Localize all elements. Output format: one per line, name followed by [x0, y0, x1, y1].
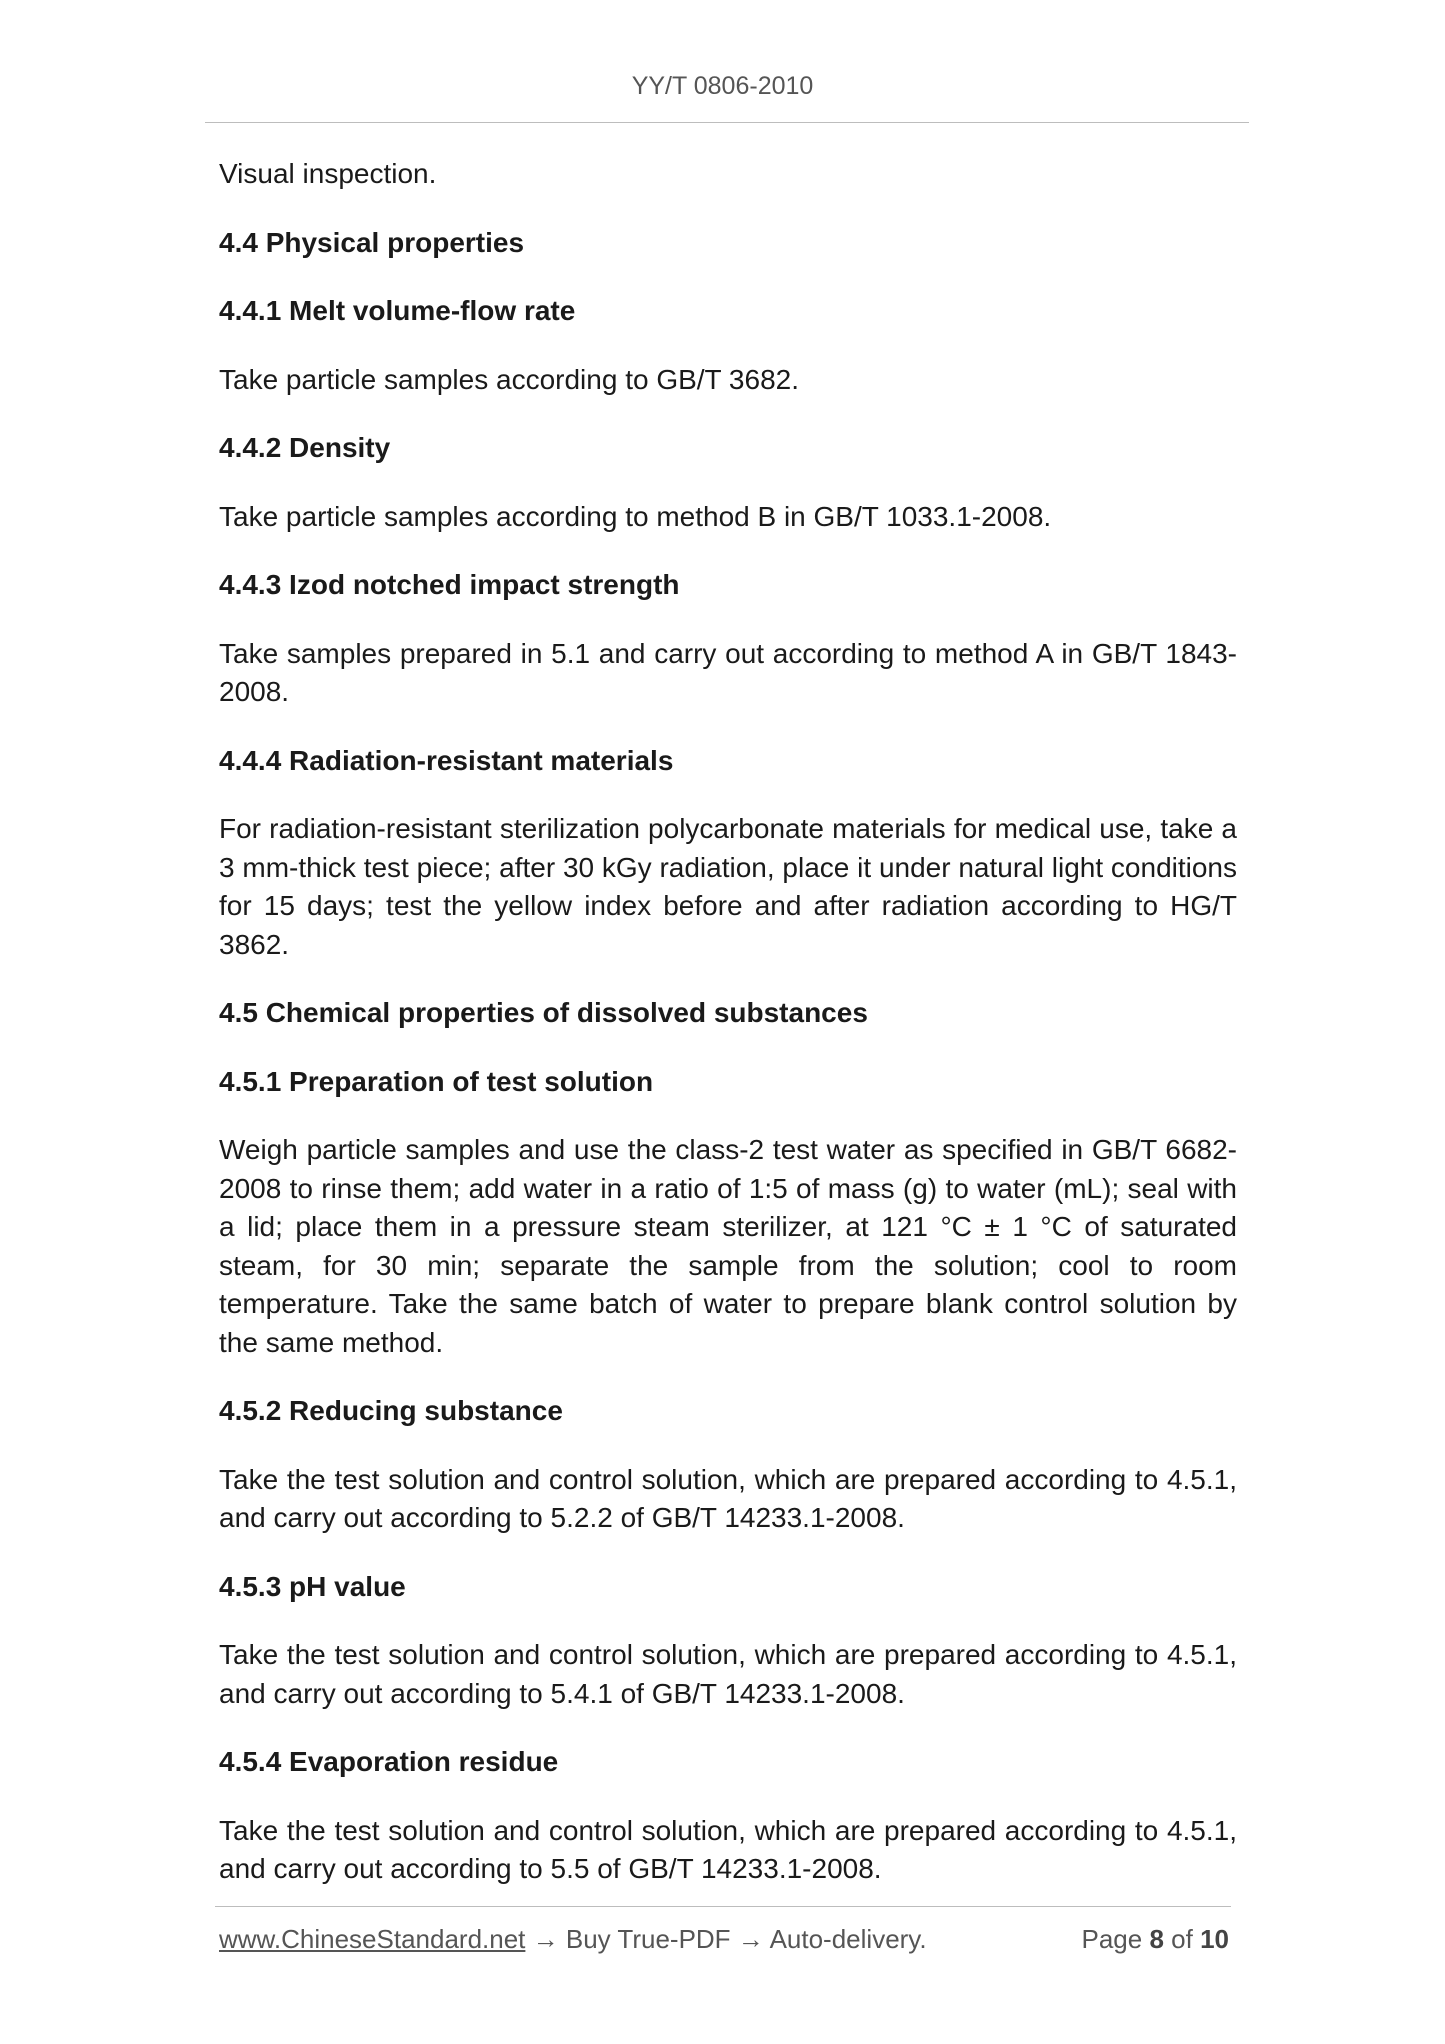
- page-current: 8: [1149, 1924, 1164, 1954]
- paragraph: Take the test solution and control solution, which are prepared according to 4.5.1, and carry out according to 5.4.1 of GB/T 14233.1-2008.: [219, 1639, 1237, 1709]
- header-divider: [205, 122, 1249, 123]
- section-heading: 4.5.1 Preparation of test solution: [219, 1065, 654, 1097]
- section-heading: 4.4.2 Density: [219, 432, 391, 463]
- paragraph: Take samples prepared in 5.1 and carry out according to method A in GB/T 1843-2008.: [219, 637, 1237, 707]
- paragraph: Take particle samples according to GB/T 3682.: [219, 363, 800, 395]
- section-heading: 4.5.4 Evaporation residue: [219, 1746, 559, 1777]
- section-heading: 4.4.3 Izod notched impact strength: [219, 569, 680, 600]
- section-heading: 4.4.1 Melt volume-flow rate: [219, 295, 576, 326]
- page-number: [1081, 1924, 1229, 1955]
- section-heading: 4.4 Physical properties: [219, 226, 525, 258]
- section-heading: 4.5.2 Reducing substance: [219, 1395, 563, 1426]
- paragraph: Take the test solution and control solution, which are prepared according to 4.5.1, and carry out according to 5.2.2 of GB/T 14233.1-2008.: [219, 1463, 1237, 1533]
- page-label: Page: [1081, 1924, 1143, 1954]
- section-heading: 4.4.4 Radiation-resistant materials: [219, 744, 674, 776]
- website-link[interactable]: www.ChineseStandard.net: [219, 1924, 526, 1954]
- paragraph: Weigh particle samples and use the class-2 test water as specified in GB/T 6682-2008 to rinse them; add water in a ratio of 1:5 of mass (g) to water (mL); seal with a lid; place them in a pressure steam sterilizer, at 121 °C ± 1 °C of saturated steam, for 30 min; separate the sample from the solution; cool to room temperature. Take the same batch of water to prepare blank control solution by the same method.: [219, 1134, 1237, 1358]
- paragraph: Visual inspection.: [219, 158, 437, 189]
- paragraph: Take particle samples according to method B in GB/T 1033.1-2008.: [219, 500, 1052, 532]
- document-body: [219, 155, 1237, 1919]
- paragraph: Take the test solution and control solution, which are prepared according to 4.5.1, and carry out according to 5.5 of GB/T 14233.1-2008.: [219, 1814, 1237, 1884]
- page-of: of: [1171, 1924, 1193, 1954]
- footer-tagline: → Buy True-PDF → Auto-delivery.: [525, 1924, 927, 1954]
- section-heading: 4.5 Chemical properties of dissolved substances: [219, 997, 868, 1028]
- section-heading: 4.5.3 pH value: [219, 1570, 406, 1602]
- footer-divider: [215, 1906, 1231, 1907]
- page-total: 10: [1200, 1924, 1229, 1954]
- paragraph: For radiation-resistant sterilization polycarbonate materials for medical use, take a 3 mm-thick test piece; after 30 kGy radiation, place it under natural light conditions for 15 days; test the yellow index before and after radiation according to HG/T 3862.: [219, 813, 1237, 960]
- page-footer: [219, 1924, 1229, 1964]
- footer-left: [219, 1924, 927, 1955]
- page-header: YY/T 0806-2010: [631, 72, 814, 100]
